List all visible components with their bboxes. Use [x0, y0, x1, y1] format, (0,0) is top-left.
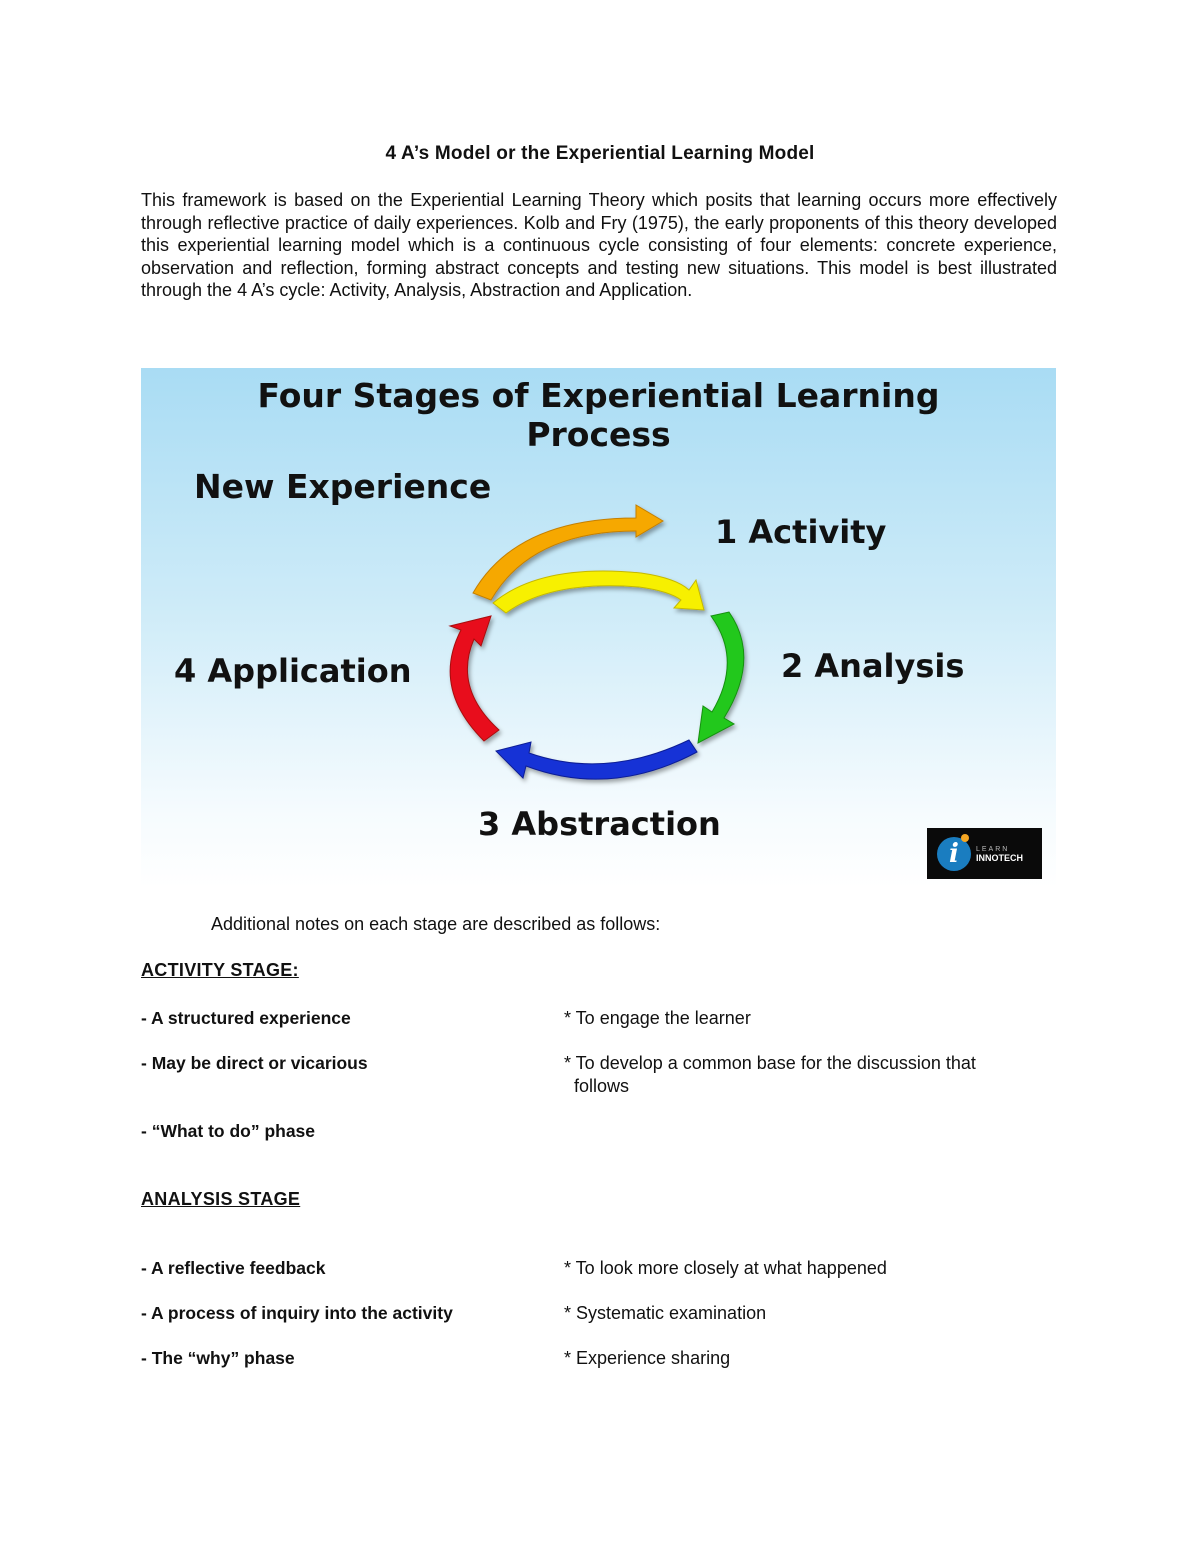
analysis-stage-label: 2 Analysis: [781, 647, 965, 685]
activity-row-right: [564, 1052, 1034, 1097]
notes-intro: Additional notes on each stage are described as follows:: [211, 914, 661, 934]
analysis-row-left: - The “why” phase: [141, 1348, 295, 1368]
abstraction-stage-label: 3 Abstraction: [478, 805, 721, 843]
analysis-stage-heading: ANALYSIS STAGE: [141, 1189, 301, 1209]
analysis-row-right: * To look more closely at what happened: [564, 1258, 887, 1278]
experiential-learning-diagram: [141, 368, 1056, 888]
diagram-title-line1: Four Stages of Experiential Learning: [257, 376, 940, 415]
activity-row-left: - A structured experience: [141, 1008, 351, 1028]
application-arrow: [450, 616, 499, 741]
activity-row-right-text: * To develop a common base for the discussion that: [564, 1053, 976, 1073]
activity-row-left: - “What to do” phase: [141, 1121, 316, 1141]
logo-i-icon: i: [937, 837, 971, 871]
activity-row-right: * To engage the learner: [564, 1008, 751, 1028]
activity-stage-label: 1 Activity: [715, 513, 887, 551]
logo-line1: LEARN: [976, 845, 1010, 853]
activity-row-right-cont: follows: [574, 1075, 630, 1096]
diagram-title-line2: Process: [526, 415, 671, 454]
activity-row-left: - May be direct or vicarious: [141, 1053, 368, 1073]
abstraction-arrow: [496, 740, 697, 779]
application-stage-label: 4 Application: [174, 652, 412, 690]
logo-line2: INNOTECH: [976, 852, 1023, 863]
learn-innotech-logo: [927, 828, 1042, 879]
analysis-row-left: - A process of inquiry into the activity: [141, 1303, 453, 1323]
diagram-title: [141, 376, 1056, 454]
analysis-arrow: [698, 612, 744, 743]
activity-arrow: [493, 571, 704, 613]
document-title: 4 A’s Model or the Experiential Learning Model: [385, 143, 815, 164]
activity-stage-heading: ACTIVITY STAGE:: [141, 960, 299, 980]
intro-paragraph: This framework is based on the Experiential Learning Theory which posits that learning occurs more effectively through reflective practice of daily experiences. Kolb and Fry (1975), the early proponents of this theory developed this experiential learning model which is a continuous cycle consisting of four elements: concrete experience, observation and reflection, forming abstract concepts and testing new situations. This model is best illustrated through the 4 A’s cycle: Activity, Analysis, Abstraction and Application.: [141, 190, 1057, 301]
new-experience-label: New Experience: [194, 467, 492, 506]
analysis-row-right: * Systematic examination: [564, 1303, 767, 1323]
analysis-row-right: * Experience sharing: [564, 1348, 731, 1368]
analysis-row-left: - A reflective feedback: [141, 1258, 326, 1278]
